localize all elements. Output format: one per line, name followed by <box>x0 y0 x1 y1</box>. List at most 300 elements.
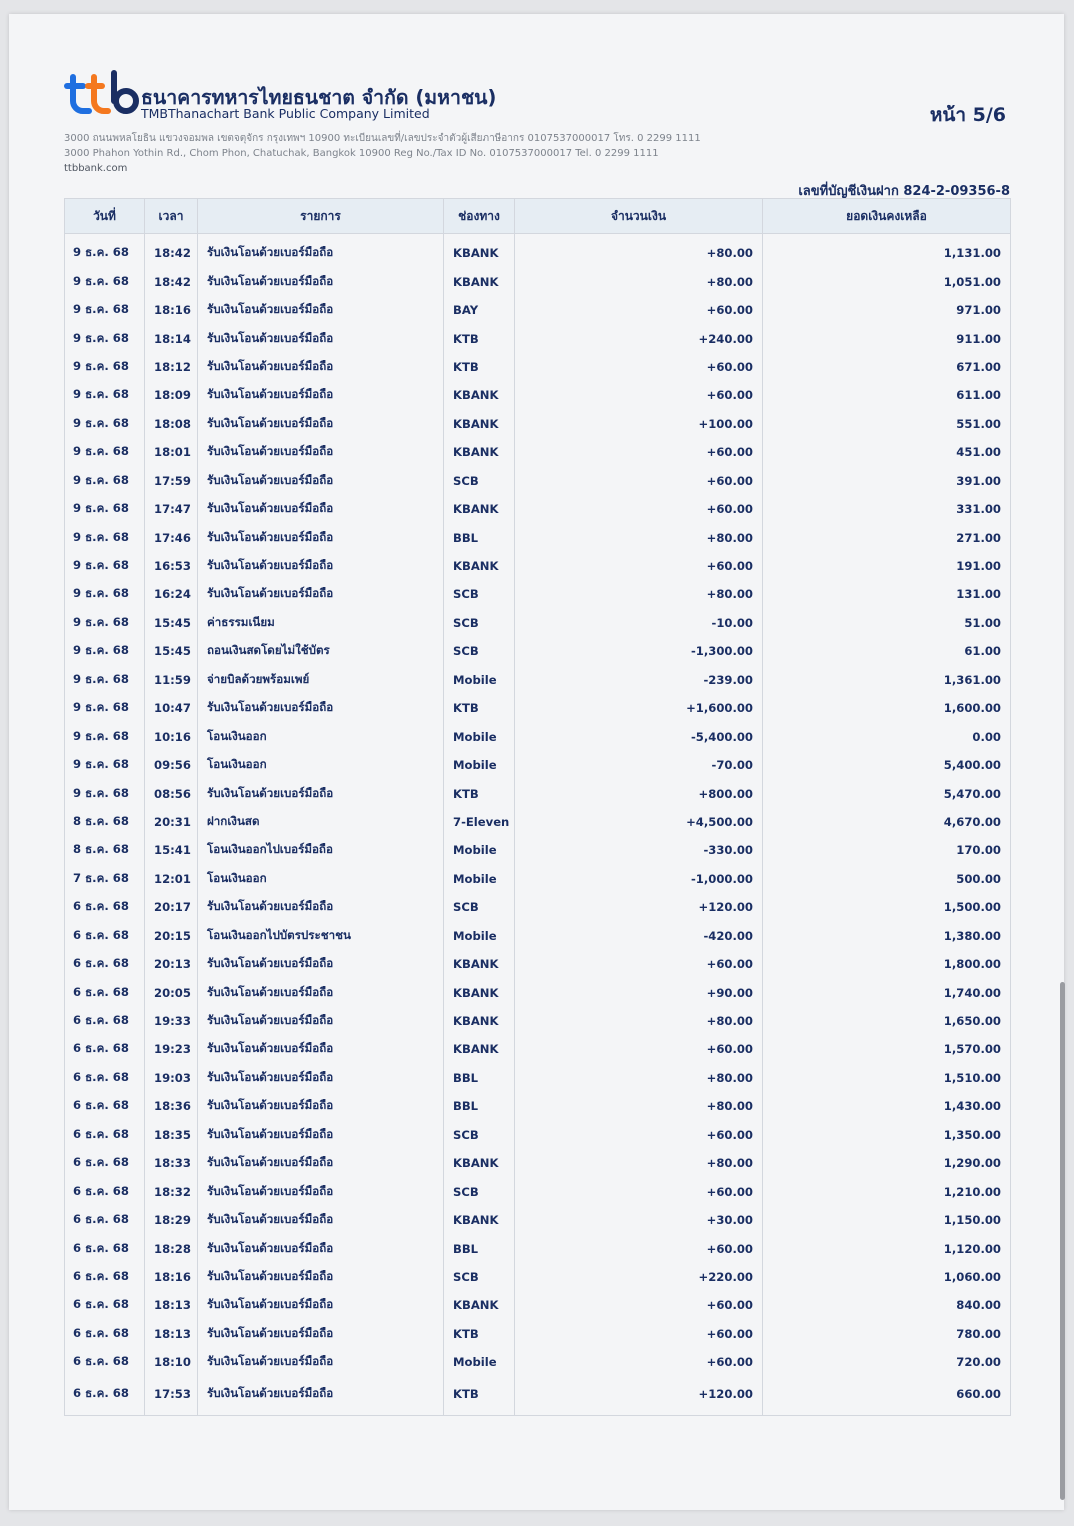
cell-amount: +80.00 <box>515 234 763 268</box>
cell-description: โอนเงินออก <box>198 865 444 893</box>
cell-time: 18:16 <box>145 1263 198 1291</box>
cell-time: 19:03 <box>145 1064 198 1092</box>
cell-channel: SCB <box>444 467 515 495</box>
cell-date: 9 ธ.ค. 68 <box>65 637 145 665</box>
cell-description: รับเงินโอนด้วยเบอร์มือถือ <box>198 410 444 438</box>
cell-description: รับเงินโอนด้วยเบอร์มือถือ <box>198 1263 444 1291</box>
cell-time: 16:24 <box>145 580 198 608</box>
cell-date: 6 ธ.ค. 68 <box>65 1092 145 1120</box>
header-time: เวลา <box>145 199 198 234</box>
table-row <box>65 779 1011 807</box>
cell-channel: BBL <box>444 523 515 551</box>
table-row <box>65 324 1011 352</box>
cell-amount: +60.00 <box>515 438 763 466</box>
cell-balance: 1,380.00 <box>763 922 1011 950</box>
cell-balance: 191.00 <box>763 552 1011 580</box>
cell-date: 9 ธ.ค. 68 <box>65 580 145 608</box>
cell-description: รับเงินโอนด้วยเบอร์มือถือ <box>198 694 444 722</box>
bank-address-th: 3000 ถนนพหลโยธิน แขวงจอมพล เขตจตุจักร กรุงเทพฯ 10900 ทะเบียนเลขที่/เลขประจำตัวผู้เสียภาษีอากร 0107537000017 โทร. 0 2299 1111 <box>64 133 701 144</box>
cell-date: 6 ธ.ค. 68 <box>65 1206 145 1234</box>
cell-description: ฝากเงินสด <box>198 808 444 836</box>
cell-channel: Mobile <box>444 751 515 779</box>
transactions-table <box>64 198 1011 1416</box>
cell-amount: +60.00 <box>515 1035 763 1063</box>
cell-balance: 840.00 <box>763 1291 1011 1319</box>
cell-balance: 611.00 <box>763 381 1011 409</box>
cell-description: ถอนเงินสดโดยไม่ใช้บัตร <box>198 637 444 665</box>
table-header-row <box>65 199 1011 234</box>
cell-balance: 170.00 <box>763 836 1011 864</box>
cell-date: 7 ธ.ค. 68 <box>65 865 145 893</box>
cell-balance: 131.00 <box>763 580 1011 608</box>
cell-date: 6 ธ.ค. 68 <box>65 1377 145 1416</box>
cell-description: รับเงินโอนด้วยเบอร์มือถือ <box>198 950 444 978</box>
cell-time: 18:12 <box>145 353 198 381</box>
cell-time: 18:16 <box>145 296 198 324</box>
cell-description: โอนเงินออก <box>198 751 444 779</box>
table-row <box>65 234 1011 268</box>
cell-description: รับเงินโอนด้วยเบอร์มือถือ <box>198 234 444 268</box>
cell-balance: 4,670.00 <box>763 808 1011 836</box>
cell-balance: 271.00 <box>763 523 1011 551</box>
page-number: หน้า 5/6 <box>929 104 1006 126</box>
cell-amount: +60.00 <box>515 552 763 580</box>
cell-date: 9 ธ.ค. 68 <box>65 666 145 694</box>
cell-amount: +60.00 <box>515 1121 763 1149</box>
cell-time: 20:13 <box>145 950 198 978</box>
table-row <box>65 353 1011 381</box>
cell-amount: +60.00 <box>515 1177 763 1205</box>
table-row <box>65 467 1011 495</box>
cell-date: 9 ธ.ค. 68 <box>65 694 145 722</box>
cell-balance: 5,400.00 <box>763 751 1011 779</box>
cell-amount: -1,300.00 <box>515 637 763 665</box>
cell-date: 9 ธ.ค. 68 <box>65 751 145 779</box>
cell-amount: +60.00 <box>515 950 763 978</box>
cell-balance: 331.00 <box>763 495 1011 523</box>
header-amount: จำนวนเงิน <box>515 199 763 234</box>
cell-amount: +80.00 <box>515 1092 763 1120</box>
cell-date: 6 ธ.ค. 68 <box>65 1177 145 1205</box>
cell-description: โอนเงินออก <box>198 722 444 750</box>
table-row <box>65 438 1011 466</box>
cell-balance: 1,150.00 <box>763 1206 1011 1234</box>
account-number: เลขที่บัญชีเงินฝาก 824-2-09356-8 <box>798 184 1010 199</box>
cell-date: 9 ธ.ค. 68 <box>65 267 145 295</box>
cell-channel: KBANK <box>444 1291 515 1319</box>
cell-channel: KTB <box>444 694 515 722</box>
cell-amount: -10.00 <box>515 609 763 637</box>
cell-description: รับเงินโอนด้วยเบอร์มือถือ <box>198 1377 444 1416</box>
bank-name-en: TMBThanachart Bank Public Company Limited <box>141 106 430 121</box>
cell-channel: SCB <box>444 893 515 921</box>
cell-channel: KBANK <box>444 410 515 438</box>
cell-balance: 1,361.00 <box>763 666 1011 694</box>
cell-channel: KTB <box>444 1320 515 1348</box>
cell-amount: +80.00 <box>515 523 763 551</box>
cell-balance: 1,051.00 <box>763 267 1011 295</box>
cell-channel: SCB <box>444 637 515 665</box>
cell-amount: +120.00 <box>515 1377 763 1416</box>
cell-time: 17:53 <box>145 1377 198 1416</box>
cell-date: 9 ธ.ค. 68 <box>65 779 145 807</box>
cell-date: 6 ธ.ค. 68 <box>65 1320 145 1348</box>
cell-amount: -5,400.00 <box>515 722 763 750</box>
cell-channel: KBANK <box>444 1007 515 1035</box>
table-row <box>65 950 1011 978</box>
cell-date: 6 ธ.ค. 68 <box>65 978 145 1006</box>
cell-date: 6 ธ.ค. 68 <box>65 1291 145 1319</box>
cell-date: 9 ธ.ค. 68 <box>65 523 145 551</box>
table-row <box>65 922 1011 950</box>
cell-channel: KBANK <box>444 495 515 523</box>
cell-balance: 911.00 <box>763 324 1011 352</box>
cell-date: 9 ธ.ค. 68 <box>65 552 145 580</box>
cell-description: รับเงินโอนด้วยเบอร์มือถือ <box>198 978 444 1006</box>
cell-description: รับเงินโอนด้วยเบอร์มือถือ <box>198 267 444 295</box>
cell-date: 9 ธ.ค. 68 <box>65 234 145 268</box>
cell-time: 18:42 <box>145 267 198 295</box>
cell-date: 9 ธ.ค. 68 <box>65 722 145 750</box>
cell-date: 8 ธ.ค. 68 <box>65 808 145 836</box>
cell-balance: 780.00 <box>763 1320 1011 1348</box>
table-row <box>65 381 1011 409</box>
cell-balance: 500.00 <box>763 865 1011 893</box>
table-row <box>65 893 1011 921</box>
cell-time: 18:29 <box>145 1206 198 1234</box>
cell-description: จ่ายบิลด้วยพร้อมเพย์ <box>198 666 444 694</box>
table-row <box>65 978 1011 1006</box>
cell-time: 18:01 <box>145 438 198 466</box>
table-row <box>65 296 1011 324</box>
cell-time: 11:59 <box>145 666 198 694</box>
table-row <box>65 1263 1011 1291</box>
cell-channel: KTB <box>444 1377 515 1416</box>
table-row <box>65 1007 1011 1035</box>
cell-balance: 1,350.00 <box>763 1121 1011 1149</box>
cell-amount: +60.00 <box>515 467 763 495</box>
table-row <box>65 1177 1011 1205</box>
cell-amount: +60.00 <box>515 1348 763 1376</box>
cell-description: รับเงินโอนด้วยเบอร์มือถือ <box>198 296 444 324</box>
cell-description: รับเงินโอนด้วยเบอร์มือถือ <box>198 495 444 523</box>
cell-time: 18:42 <box>145 234 198 268</box>
cell-amount: -420.00 <box>515 922 763 950</box>
cell-time: 20:31 <box>145 808 198 836</box>
cell-channel: KBANK <box>444 1035 515 1063</box>
cell-balance: 1,740.00 <box>763 978 1011 1006</box>
cell-date: 6 ธ.ค. 68 <box>65 1234 145 1262</box>
scrollbar-thumb[interactable] <box>1060 982 1065 1500</box>
cell-amount: +60.00 <box>515 1320 763 1348</box>
cell-time: 18:13 <box>145 1291 198 1319</box>
cell-date: 9 ธ.ค. 68 <box>65 609 145 637</box>
cell-time: 08:56 <box>145 779 198 807</box>
table-row <box>65 808 1011 836</box>
cell-time: 20:15 <box>145 922 198 950</box>
cell-amount: +80.00 <box>515 267 763 295</box>
cell-time: 18:14 <box>145 324 198 352</box>
cell-balance: 1,210.00 <box>763 1177 1011 1205</box>
cell-date: 9 ธ.ค. 68 <box>65 495 145 523</box>
header-date: วันที่ <box>65 199 145 234</box>
cell-balance: 0.00 <box>763 722 1011 750</box>
header-description: รายการ <box>198 199 444 234</box>
cell-channel: KBANK <box>444 950 515 978</box>
cell-date: 9 ธ.ค. 68 <box>65 296 145 324</box>
cell-time: 17:46 <box>145 523 198 551</box>
cell-amount: -239.00 <box>515 666 763 694</box>
cell-date: 9 ธ.ค. 68 <box>65 324 145 352</box>
table-row <box>65 666 1011 694</box>
cell-amount: -330.00 <box>515 836 763 864</box>
statement-page <box>9 14 1064 1510</box>
cell-amount: +80.00 <box>515 580 763 608</box>
cell-balance: 1,650.00 <box>763 1007 1011 1035</box>
table-row <box>65 609 1011 637</box>
cell-date: 6 ธ.ค. 68 <box>65 893 145 921</box>
cell-description: รับเงินโอนด้วยเบอร์มือถือ <box>198 353 444 381</box>
cell-description: รับเงินโอนด้วยเบอร์มือถือ <box>198 1149 444 1177</box>
cell-time: 20:17 <box>145 893 198 921</box>
cell-date: 6 ธ.ค. 68 <box>65 1263 145 1291</box>
cell-channel: KBANK <box>444 438 515 466</box>
table-row <box>65 1291 1011 1319</box>
table-row <box>65 836 1011 864</box>
cell-channel: KBANK <box>444 381 515 409</box>
cell-balance: 1,510.00 <box>763 1064 1011 1092</box>
cell-time: 18:28 <box>145 1234 198 1262</box>
cell-amount: +60.00 <box>515 1234 763 1262</box>
cell-time: 18:08 <box>145 410 198 438</box>
cell-balance: 1,600.00 <box>763 694 1011 722</box>
cell-description: รับเงินโอนด้วยเบอร์มือถือ <box>198 1035 444 1063</box>
cell-date: 9 ธ.ค. 68 <box>65 410 145 438</box>
table-row <box>65 1121 1011 1149</box>
cell-channel: BBL <box>444 1234 515 1262</box>
cell-date: 6 ธ.ค. 68 <box>65 1064 145 1092</box>
cell-date: 6 ธ.ค. 68 <box>65 1149 145 1177</box>
cell-time: 18:09 <box>145 381 198 409</box>
cell-time: 18:35 <box>145 1121 198 1149</box>
cell-channel: Mobile <box>444 836 515 864</box>
cell-time: 18:10 <box>145 1348 198 1376</box>
cell-date: 6 ธ.ค. 68 <box>65 950 145 978</box>
bank-address-en: 3000 Phahon Yothin Rd., Chom Phon, Chatuchak, Bangkok 10900 Reg No./Tax ID No. 0107537000017 Tel. 0 2299 1111 <box>64 148 659 159</box>
cell-channel: KBANK <box>444 1206 515 1234</box>
cell-description: รับเงินโอนด้วยเบอร์มือถือ <box>198 1206 444 1234</box>
cell-amount: +80.00 <box>515 1064 763 1092</box>
header-channel: ช่องทาง <box>444 199 515 234</box>
bank-website: ttbbank.com <box>64 163 128 174</box>
table-row <box>65 580 1011 608</box>
cell-channel: Mobile <box>444 722 515 750</box>
cell-time: 15:45 <box>145 609 198 637</box>
table-row <box>65 722 1011 750</box>
cell-channel: Mobile <box>444 865 515 893</box>
cell-description: รับเงินโอนด้วยเบอร์มือถือ <box>198 1121 444 1149</box>
cell-channel: 7-Eleven <box>444 808 515 836</box>
table-row <box>65 1206 1011 1234</box>
cell-balance: 1,060.00 <box>763 1263 1011 1291</box>
cell-time: 19:33 <box>145 1007 198 1035</box>
cell-channel: Mobile <box>444 1348 515 1376</box>
cell-balance: 671.00 <box>763 353 1011 381</box>
cell-date: 6 ธ.ค. 68 <box>65 1121 145 1149</box>
cell-time: 09:56 <box>145 751 198 779</box>
cell-balance: 1,131.00 <box>763 234 1011 268</box>
table-row <box>65 751 1011 779</box>
cell-channel: KBANK <box>444 1149 515 1177</box>
cell-amount: +60.00 <box>515 353 763 381</box>
cell-description: รับเงินโอนด้วยเบอร์มือถือ <box>198 523 444 551</box>
cell-time: 17:59 <box>145 467 198 495</box>
cell-amount: -1,000.00 <box>515 865 763 893</box>
cell-channel: KTB <box>444 324 515 352</box>
cell-description: รับเงินโอนด้วยเบอร์มือถือ <box>198 324 444 352</box>
cell-date: 6 ธ.ค. 68 <box>65 1035 145 1063</box>
cell-channel: BBL <box>444 1064 515 1092</box>
table-row <box>65 267 1011 295</box>
cell-description: รับเงินโอนด้วยเบอร์มือถือ <box>198 1320 444 1348</box>
cell-channel: SCB <box>444 1121 515 1149</box>
cell-time: 15:45 <box>145 637 198 665</box>
cell-channel: SCB <box>444 1177 515 1205</box>
table-row <box>65 1377 1011 1416</box>
cell-amount: +60.00 <box>515 381 763 409</box>
cell-description: รับเงินโอนด้วยเบอร์มือถือ <box>198 1291 444 1319</box>
cell-date: 9 ธ.ค. 68 <box>65 467 145 495</box>
table-row <box>65 865 1011 893</box>
cell-channel: KBANK <box>444 234 515 268</box>
cell-balance: 1,430.00 <box>763 1092 1011 1120</box>
table-row <box>65 1092 1011 1120</box>
cell-description: รับเงินโอนด้วยเบอร์มือถือ <box>198 1348 444 1376</box>
cell-amount: +100.00 <box>515 410 763 438</box>
cell-balance: 660.00 <box>763 1377 1011 1416</box>
table-row <box>65 1320 1011 1348</box>
cell-date: 9 ธ.ค. 68 <box>65 381 145 409</box>
cell-balance: 720.00 <box>763 1348 1011 1376</box>
bank-name-th: ธนาคารทหารไทยธนชาต จำกัด (มหาชน) <box>141 86 497 109</box>
cell-balance: 451.00 <box>763 438 1011 466</box>
cell-channel: SCB <box>444 1263 515 1291</box>
cell-description: ค่าธรรมเนียม <box>198 609 444 637</box>
cell-amount: +800.00 <box>515 779 763 807</box>
cell-channel: Mobile <box>444 922 515 950</box>
cell-balance: 5,470.00 <box>763 779 1011 807</box>
cell-time: 17:47 <box>145 495 198 523</box>
cell-balance: 51.00 <box>763 609 1011 637</box>
cell-balance: 1,800.00 <box>763 950 1011 978</box>
cell-description: รับเงินโอนด้วยเบอร์มือถือ <box>198 1064 444 1092</box>
cell-amount: +120.00 <box>515 893 763 921</box>
cell-date: 6 ธ.ค. 68 <box>65 1007 145 1035</box>
header-balance: ยอดเงินคงเหลือ <box>763 199 1011 234</box>
cell-amount: +240.00 <box>515 324 763 352</box>
cell-description: รับเงินโอนด้วยเบอร์มือถือ <box>198 438 444 466</box>
cell-balance: 551.00 <box>763 410 1011 438</box>
table-row <box>65 694 1011 722</box>
cell-amount: +90.00 <box>515 978 763 1006</box>
cell-balance: 1,500.00 <box>763 893 1011 921</box>
cell-channel: KBANK <box>444 978 515 1006</box>
cell-date: 8 ธ.ค. 68 <box>65 836 145 864</box>
cell-balance: 1,290.00 <box>763 1149 1011 1177</box>
cell-channel: SCB <box>444 609 515 637</box>
ttb-logo <box>64 69 140 119</box>
cell-amount: +60.00 <box>515 495 763 523</box>
cell-time: 10:47 <box>145 694 198 722</box>
cell-date: 6 ธ.ค. 68 <box>65 922 145 950</box>
cell-amount: +220.00 <box>515 1263 763 1291</box>
cell-time: 12:01 <box>145 865 198 893</box>
cell-description: รับเงินโอนด้วยเบอร์มือถือ <box>198 1092 444 1120</box>
cell-description: รับเงินโอนด้วยเบอร์มือถือ <box>198 467 444 495</box>
cell-balance: 391.00 <box>763 467 1011 495</box>
cell-channel: KBANK <box>444 552 515 580</box>
cell-channel: KTB <box>444 779 515 807</box>
table-row <box>65 637 1011 665</box>
cell-channel: KTB <box>444 353 515 381</box>
cell-amount: +60.00 <box>515 1291 763 1319</box>
table-row <box>65 523 1011 551</box>
cell-amount: +1,600.00 <box>515 694 763 722</box>
cell-description: รับเงินโอนด้วยเบอร์มือถือ <box>198 779 444 807</box>
table-row <box>65 1064 1011 1092</box>
cell-channel: KBANK <box>444 267 515 295</box>
cell-balance: 1,570.00 <box>763 1035 1011 1063</box>
cell-amount: +30.00 <box>515 1206 763 1234</box>
cell-date: 9 ธ.ค. 68 <box>65 353 145 381</box>
cell-channel: BAY <box>444 296 515 324</box>
table-row <box>65 1035 1011 1063</box>
cell-description: รับเงินโอนด้วยเบอร์มือถือ <box>198 381 444 409</box>
cell-amount: +60.00 <box>515 296 763 324</box>
cell-amount: +80.00 <box>515 1007 763 1035</box>
cell-channel: Mobile <box>444 666 515 694</box>
cell-time: 10:16 <box>145 722 198 750</box>
cell-amount: +80.00 <box>515 1149 763 1177</box>
cell-amount: +4,500.00 <box>515 808 763 836</box>
table-row <box>65 552 1011 580</box>
table-row <box>65 1149 1011 1177</box>
cell-description: โอนเงินออกไปบัตรประชาชน <box>198 922 444 950</box>
cell-amount: -70.00 <box>515 751 763 779</box>
cell-date: 6 ธ.ค. 68 <box>65 1348 145 1376</box>
cell-time: 15:41 <box>145 836 198 864</box>
cell-time: 18:32 <box>145 1177 198 1205</box>
cell-balance: 1,120.00 <box>763 1234 1011 1262</box>
cell-date: 9 ธ.ค. 68 <box>65 438 145 466</box>
cell-time: 19:23 <box>145 1035 198 1063</box>
cell-time: 16:53 <box>145 552 198 580</box>
cell-channel: BBL <box>444 1092 515 1120</box>
cell-time: 18:36 <box>145 1092 198 1120</box>
table-row <box>65 1234 1011 1262</box>
cell-balance: 971.00 <box>763 296 1011 324</box>
cell-channel: SCB <box>444 580 515 608</box>
cell-description: โอนเงินออกไปเบอร์มือถือ <box>198 836 444 864</box>
cell-time: 20:05 <box>145 978 198 1006</box>
table-row <box>65 410 1011 438</box>
cell-description: รับเงินโอนด้วยเบอร์มือถือ <box>198 552 444 580</box>
cell-description: รับเงินโอนด้วยเบอร์มือถือ <box>198 1007 444 1035</box>
cell-description: รับเงินโอนด้วยเบอร์มือถือ <box>198 893 444 921</box>
cell-balance: 61.00 <box>763 637 1011 665</box>
table-row <box>65 1348 1011 1376</box>
table-row <box>65 495 1011 523</box>
